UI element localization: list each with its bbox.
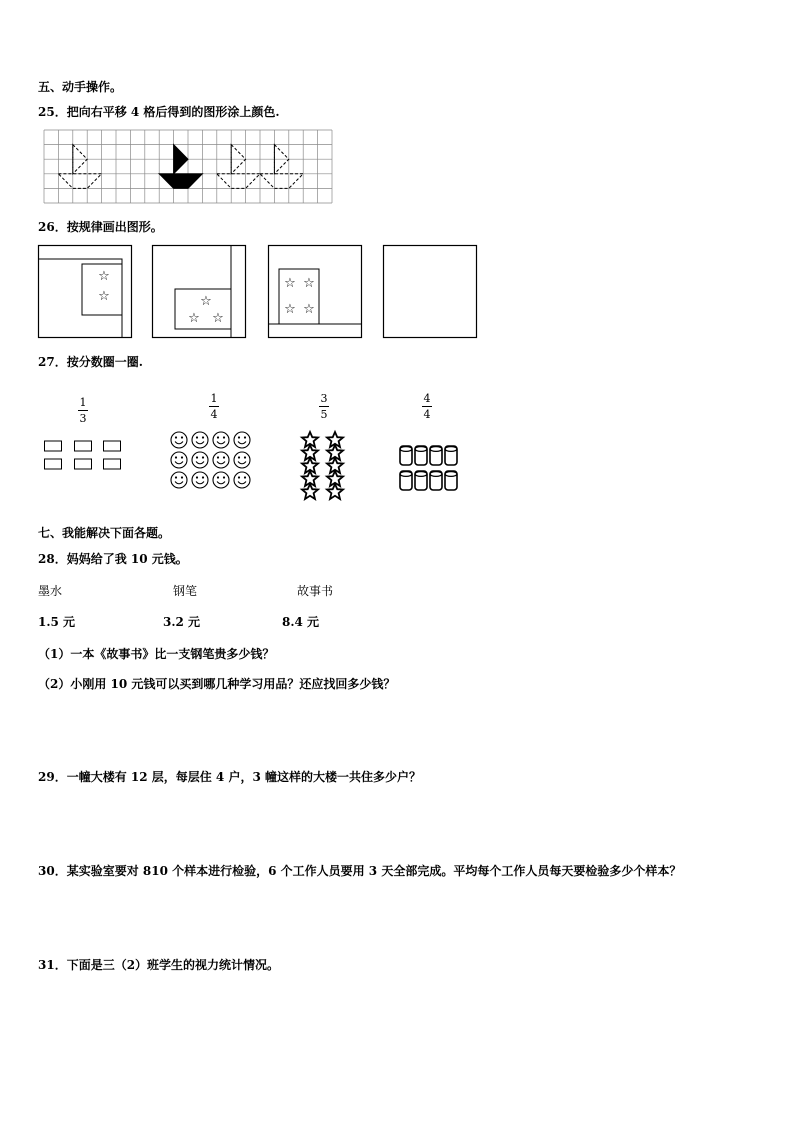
item-price-ink: 1.5 元 [38, 615, 76, 629]
question-27-text: 27．按分数圈一圈. [38, 355, 143, 369]
question-29-text: 29．一幢大楼有 12 层，每层住 4 户，3 幢这样的大楼一共住多少户？ [38, 770, 421, 784]
fraction-denominator: 4 [423, 408, 431, 421]
smiley-icon [171, 452, 187, 468]
smiley-icon [213, 472, 229, 488]
item-price-storybook: 8.4 元 [282, 615, 320, 629]
pattern-box-1 [38, 245, 133, 340]
cylinder-icon [430, 471, 442, 490]
smiley-icon [192, 432, 208, 448]
question-28-sub1: （1）一本《故事书》比一支钢笔贵多少钱？ [38, 647, 275, 661]
star-icon: ☆ [212, 311, 224, 326]
smiley-icon [234, 472, 250, 488]
fraction-denominator: 5 [320, 408, 328, 421]
item-name-pen: 钢笔 [173, 584, 198, 598]
star-icon: ☆ [303, 302, 315, 317]
rectangle-icon [75, 441, 92, 451]
section-heading-five: 五、动手操作。 [38, 80, 123, 94]
fraction-denominator: 3 [79, 412, 87, 425]
item-name-ink: 墨水 [38, 584, 63, 598]
rectangle-icon [45, 441, 62, 451]
cylinder-icon [415, 446, 427, 465]
question-30-text: 30．某实验室要对 810 个样本进行检验，6 个工作人员要用 3 天全部完成。平均每个工作人员每天要检验多少个样本？ [38, 864, 682, 878]
smiley-icon [171, 432, 187, 448]
question-25-text: 25．把向右平移 4 格后得到的图形涂上颜色. [38, 105, 280, 119]
fraction-1 [76, 397, 90, 425]
section-heading-seven: 七、我能解决下面各题。 [38, 526, 171, 540]
fraction-denominator: 4 [210, 408, 218, 421]
pattern-box-3 [268, 245, 363, 340]
cylinder-icon [415, 471, 427, 490]
question-28-text: 28．妈妈给了我 10 元钱。 [38, 552, 188, 566]
translation-grid[interactable] [44, 130, 334, 204]
grid-lines [44, 130, 332, 203]
star-icon: ☆ [303, 276, 315, 291]
star-icon: ☆ [284, 276, 296, 291]
cylinder-icon [400, 471, 412, 490]
question-28-sub2: （2）小刚用 10 元钱可以买到哪几种学习用品？还应找回多少钱？ [38, 677, 396, 691]
star-icon: ☆ [98, 289, 110, 304]
rectangle-icon [104, 441, 121, 451]
cylinder-icon [445, 446, 457, 465]
question-31-text: 31．下面是三（2）班学生的视力统计情况。 [38, 958, 280, 972]
star-icon: ☆ [98, 269, 110, 284]
stars-group[interactable] [297, 431, 349, 503]
item-name-storybook: 故事书 [297, 584, 334, 598]
fraction-numerator: 1 [79, 396, 87, 409]
star-icon: ☆ [188, 311, 200, 326]
question-26-text: 26．按规律画出图形。 [38, 220, 163, 234]
fraction-numerator: 3 [320, 392, 328, 405]
dashed-boat-3[interactable] [260, 145, 303, 189]
rectangle-icon [104, 459, 121, 469]
fraction-2 [207, 393, 221, 421]
rectangles-group[interactable] [44, 440, 122, 472]
cylinder-icon [430, 446, 442, 465]
smiley-faces-group[interactable] [170, 431, 252, 491]
cylinder-icon [445, 471, 457, 490]
item-price-pen: 3.2 元 [163, 615, 201, 629]
fraction-4 [420, 393, 434, 421]
pattern-box-2 [152, 245, 247, 340]
star-icon: ☆ [200, 294, 212, 309]
fraction-numerator: 4 [423, 392, 431, 405]
cylinder-icon [400, 446, 412, 465]
pattern-box-4-answer[interactable] [383, 245, 478, 340]
smiley-icon [171, 472, 187, 488]
smiley-icon [192, 472, 208, 488]
dashed-boat-1[interactable] [58, 145, 101, 189]
smiley-icon [213, 452, 229, 468]
smiley-icon [192, 452, 208, 468]
smiley-icon [234, 432, 250, 448]
rectangle-icon [45, 459, 62, 469]
smiley-icon [213, 432, 229, 448]
star-icon: ☆ [284, 302, 296, 317]
smiley-icon [234, 452, 250, 468]
cylinders-group[interactable] [398, 444, 460, 494]
rectangle-icon [75, 459, 92, 469]
fraction-numerator: 1 [210, 392, 218, 405]
fraction-3 [317, 393, 331, 421]
dashed-boat-2[interactable] [217, 145, 260, 189]
solid-boat [159, 145, 202, 189]
